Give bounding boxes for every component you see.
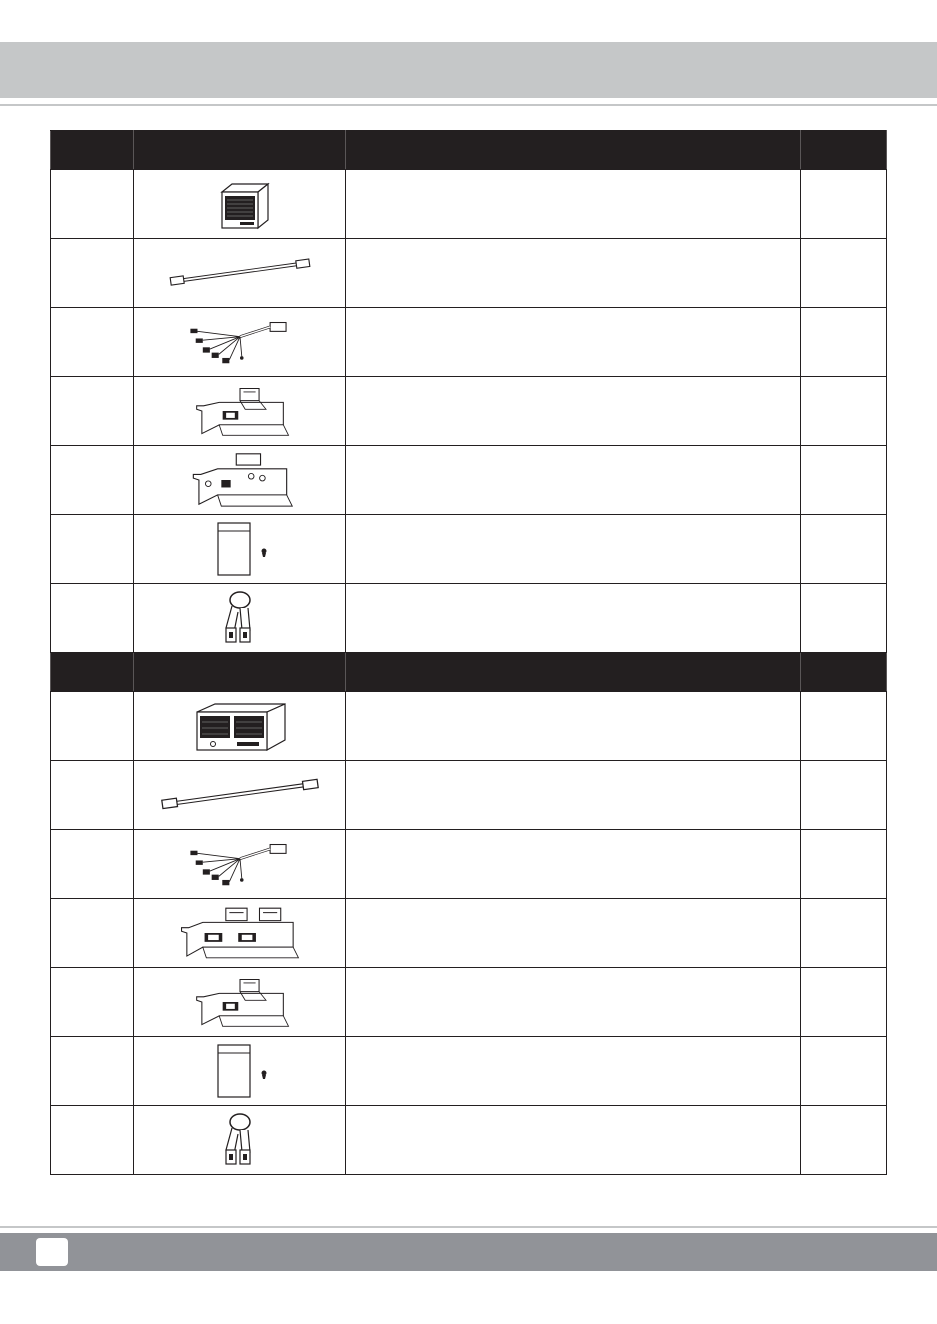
qty-cell — [801, 515, 887, 584]
footer-band — [0, 1233, 937, 1271]
qty-cell — [801, 584, 887, 653]
qty-cell — [801, 446, 887, 515]
header-rule — [0, 104, 937, 106]
header-cell — [346, 653, 801, 692]
header-cell — [801, 653, 887, 692]
header-cell — [346, 131, 801, 170]
qty-cell — [801, 377, 887, 446]
qty-cell — [801, 968, 887, 1037]
qty-cell — [801, 1037, 887, 1106]
item-cell — [51, 692, 134, 761]
item-cell — [51, 761, 134, 830]
key-ring-icon — [200, 588, 280, 648]
item-cell — [51, 239, 134, 308]
qty-cell — [801, 692, 887, 761]
description-cell — [346, 761, 801, 830]
header-cell — [134, 653, 346, 692]
bracket-card-single-icon — [188, 384, 292, 438]
table-row — [51, 968, 887, 1037]
qty-cell — [801, 830, 887, 899]
description-cell — [346, 308, 801, 377]
fanout-cable-icon — [178, 836, 302, 892]
enclosure-small-icon — [200, 174, 280, 234]
description-cell — [346, 899, 801, 968]
footer-rule — [0, 1226, 937, 1228]
section-2-header — [51, 653, 887, 692]
item-cell — [51, 1106, 134, 1175]
item-cell — [51, 446, 134, 515]
qty-cell — [801, 308, 887, 377]
qty-cell — [801, 170, 887, 239]
key-ring-icon — [200, 1110, 280, 1170]
header-cell — [51, 653, 134, 692]
enclosure-large-icon — [185, 696, 295, 756]
section-1-header — [51, 131, 887, 170]
item-cell — [51, 308, 134, 377]
description-cell — [346, 968, 801, 1037]
package-contents-table — [50, 130, 887, 1175]
table-row — [51, 1106, 887, 1175]
item-cell — [51, 377, 134, 446]
description-cell — [346, 515, 801, 584]
description-cell — [346, 1037, 801, 1106]
table-row — [51, 170, 887, 239]
item-cell — [51, 1037, 134, 1106]
qty-cell — [801, 899, 887, 968]
header-cell — [134, 131, 346, 170]
table-row — [51, 446, 887, 515]
sas-cable-icon — [165, 254, 315, 292]
bracket-card-dual-icon — [178, 905, 302, 961]
description-cell — [346, 692, 801, 761]
item-cell — [51, 170, 134, 239]
header-cell — [801, 131, 887, 170]
description-cell — [346, 239, 801, 308]
page-number-box — [36, 1238, 68, 1266]
table-row — [51, 377, 887, 446]
table-row — [51, 584, 887, 653]
description-cell — [346, 1106, 801, 1175]
manual-screw-icon — [200, 1041, 280, 1101]
qty-cell — [801, 1106, 887, 1175]
table-row — [51, 761, 887, 830]
description-cell — [346, 584, 801, 653]
qty-cell — [801, 761, 887, 830]
table-row — [51, 899, 887, 968]
description-cell — [346, 830, 801, 899]
table-row — [51, 1037, 887, 1106]
table-row — [51, 515, 887, 584]
table-row — [51, 239, 887, 308]
header-band — [0, 42, 937, 98]
item-cell — [51, 830, 134, 899]
item-cell — [51, 584, 134, 653]
item-cell — [51, 899, 134, 968]
table-row — [51, 830, 887, 899]
description-cell — [346, 170, 801, 239]
table-row — [51, 308, 887, 377]
header-cell — [51, 131, 134, 170]
bracket-card-port-icon — [184, 452, 296, 508]
item-cell — [51, 968, 134, 1037]
qty-cell — [801, 239, 887, 308]
item-cell — [51, 515, 134, 584]
description-cell — [346, 377, 801, 446]
table-row — [51, 692, 887, 761]
manual-screw-icon — [200, 519, 280, 579]
bracket-card-single-icon — [188, 975, 292, 1029]
fanout-cable-icon — [178, 314, 302, 370]
sas-cable-icon — [155, 774, 325, 816]
description-cell — [346, 446, 801, 515]
